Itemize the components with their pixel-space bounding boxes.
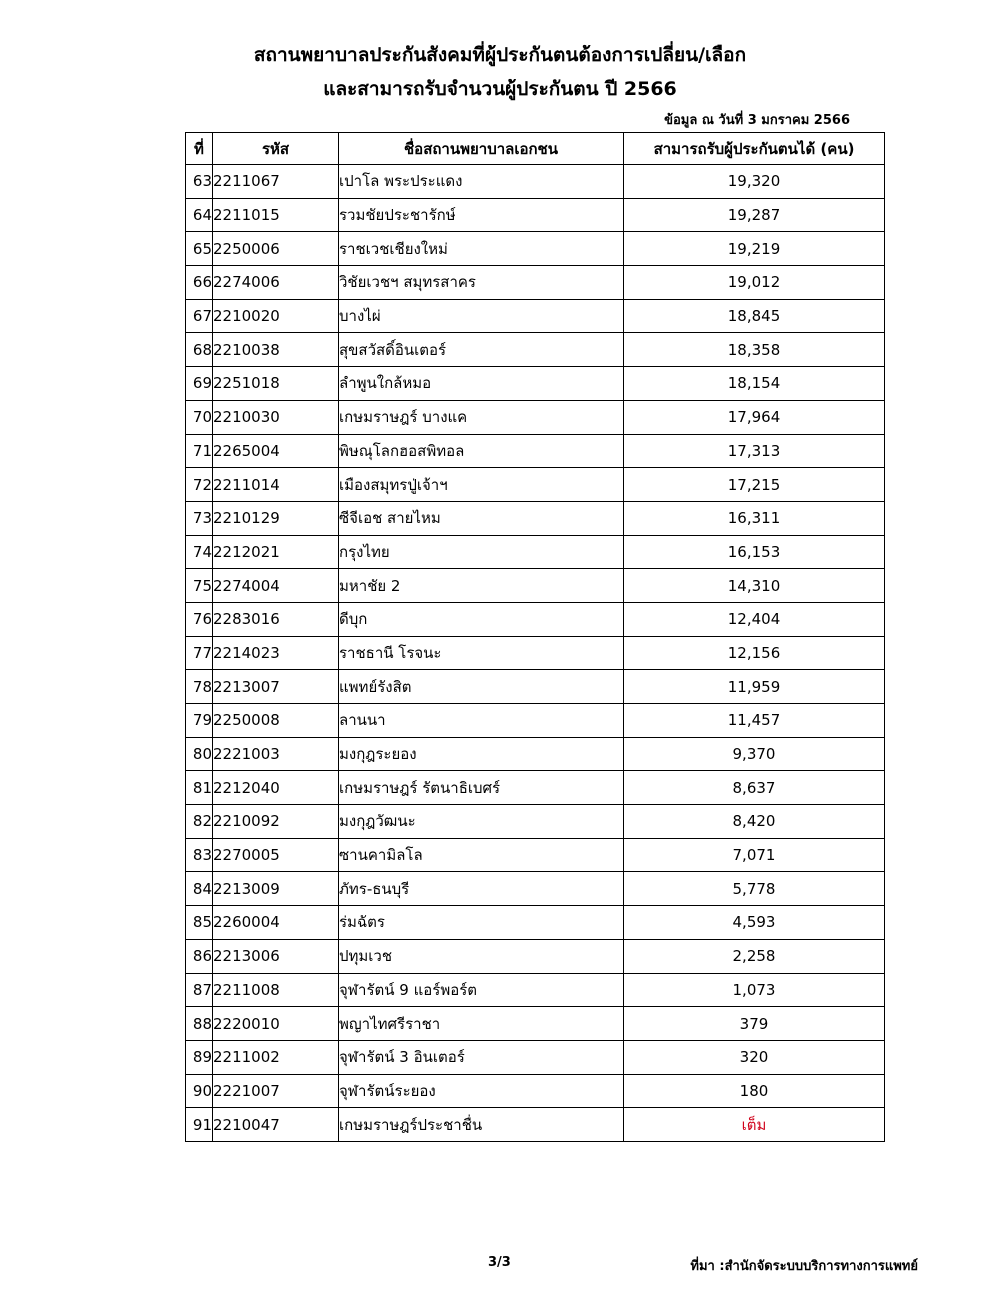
hospital-table bbox=[185, 132, 885, 1142]
capacity-value: 12,404 bbox=[624, 602, 885, 636]
hospital-name: ราชเวชเชียงใหม่ bbox=[339, 232, 624, 266]
hospital-code: 2213006 bbox=[213, 939, 339, 973]
table-row bbox=[186, 569, 885, 603]
source-note: ที่มา :สำนักจัดระบบบริการทางการแพทย์ bbox=[690, 1259, 918, 1274]
hospital-name: เปาโล พระประแดง bbox=[339, 165, 624, 199]
column-header-capacity: สามารถรับผู้ประกันตนได้ (คน) bbox=[624, 133, 885, 165]
row-number: 89 bbox=[186, 1040, 213, 1074]
hospital-code: 2221003 bbox=[213, 737, 339, 771]
hospital-name: พิษณุโลกฮอสพิทอล bbox=[339, 434, 624, 468]
table-row bbox=[186, 805, 885, 839]
hospital-code: 2260004 bbox=[213, 906, 339, 940]
hospital-code: 2274006 bbox=[213, 266, 339, 300]
table-row bbox=[186, 266, 885, 300]
row-number: 87 bbox=[186, 973, 213, 1007]
column-header-name: ชื่อสถานพยาบาลเอกชน bbox=[339, 133, 624, 165]
row-number: 91 bbox=[186, 1108, 213, 1142]
table-row bbox=[186, 1108, 885, 1142]
row-number: 68 bbox=[186, 333, 213, 367]
row-number: 73 bbox=[186, 501, 213, 535]
capacity-value: 18,845 bbox=[624, 299, 885, 333]
capacity-value: 17,313 bbox=[624, 434, 885, 468]
row-number: 71 bbox=[186, 434, 213, 468]
row-number: 67 bbox=[186, 299, 213, 333]
row-number: 79 bbox=[186, 704, 213, 738]
hospital-code: 2210129 bbox=[213, 501, 339, 535]
table-row bbox=[186, 838, 885, 872]
hospital-name: วิชัยเวชฯ สมุทรสาคร bbox=[339, 266, 624, 300]
capacity-value: 8,637 bbox=[624, 771, 885, 805]
table-row bbox=[186, 737, 885, 771]
table-row bbox=[186, 1074, 885, 1108]
row-number: 86 bbox=[186, 939, 213, 973]
hospital-code: 2210047 bbox=[213, 1108, 339, 1142]
hospital-code: 2251018 bbox=[213, 367, 339, 401]
hospital-name: เมืองสมุทรปู่เจ้าฯ bbox=[339, 468, 624, 502]
capacity-value: 11,457 bbox=[624, 704, 885, 738]
hospital-code: 2250006 bbox=[213, 232, 339, 266]
hospital-code: 2211015 bbox=[213, 198, 339, 232]
table-row bbox=[186, 198, 885, 232]
capacity-value: 18,154 bbox=[624, 367, 885, 401]
capacity-value: เต็ม bbox=[624, 1108, 885, 1142]
hospital-name: ซานคามิลโล bbox=[339, 838, 624, 872]
table-row bbox=[186, 400, 885, 434]
table-row bbox=[186, 367, 885, 401]
capacity-value: 16,153 bbox=[624, 535, 885, 569]
table-row bbox=[186, 1040, 885, 1074]
table-row bbox=[186, 1007, 885, 1041]
row-number: 90 bbox=[186, 1074, 213, 1108]
hospital-code: 2274004 bbox=[213, 569, 339, 603]
hospital-name: ปทุมเวช bbox=[339, 939, 624, 973]
row-number: 80 bbox=[186, 737, 213, 771]
table-row bbox=[186, 939, 885, 973]
hospital-name: พญาไทศรีราชา bbox=[339, 1007, 624, 1041]
table-row bbox=[186, 973, 885, 1007]
capacity-value: 19,219 bbox=[624, 232, 885, 266]
hospital-name: แพทย์รังสิต bbox=[339, 670, 624, 704]
hospital-name: เกษมราษฎร์ บางแค bbox=[339, 400, 624, 434]
hospital-name: บางไผ่ bbox=[339, 299, 624, 333]
column-header-no: ที่ bbox=[186, 133, 213, 165]
capacity-value: 5,778 bbox=[624, 872, 885, 906]
hospital-code: 2270005 bbox=[213, 838, 339, 872]
hospital-code: 2211002 bbox=[213, 1040, 339, 1074]
hospital-name: ซีจีเอช สายไหม bbox=[339, 501, 624, 535]
capacity-value: 180 bbox=[624, 1074, 885, 1108]
row-number: 66 bbox=[186, 266, 213, 300]
row-number: 72 bbox=[186, 468, 213, 502]
hospital-name: จุฬารัตน์ 9 แอร์พอร์ต bbox=[339, 973, 624, 1007]
row-number: 74 bbox=[186, 535, 213, 569]
hospital-code: 2250008 bbox=[213, 704, 339, 738]
hospital-name: ลานนา bbox=[339, 704, 624, 738]
table-body bbox=[186, 165, 885, 1142]
capacity-value: 19,320 bbox=[624, 165, 885, 199]
hospital-code: 2265004 bbox=[213, 434, 339, 468]
capacity-value: 9,370 bbox=[624, 737, 885, 771]
hospital-name: สุขสวัสดิ์อินเตอร์ bbox=[339, 333, 624, 367]
hospital-code: 2210092 bbox=[213, 805, 339, 839]
hospital-name: รวมชัยประชารักษ์ bbox=[339, 198, 624, 232]
row-number: 65 bbox=[186, 232, 213, 266]
table-row bbox=[186, 333, 885, 367]
row-number: 83 bbox=[186, 838, 213, 872]
hospital-name: เกษมราษฎร์ รัตนาธิเบศร์ bbox=[339, 771, 624, 805]
table-row bbox=[186, 535, 885, 569]
capacity-value: 12,156 bbox=[624, 636, 885, 670]
hospital-name: มงกุฎวัฒนะ bbox=[339, 805, 624, 839]
capacity-value: 320 bbox=[624, 1040, 885, 1074]
hospital-name: จุฬารัตน์ระยอง bbox=[339, 1074, 624, 1108]
page-subtitle: และสามารถรับจำนวนผู้ประกันตน ปี 2566 bbox=[323, 78, 677, 100]
row-number: 76 bbox=[186, 602, 213, 636]
table-row bbox=[186, 602, 885, 636]
page-title: สถานพยาบาลประกันสังคมที่ผู้ประกันตนต้องการเปลี่ยน/เลือก bbox=[253, 44, 747, 66]
table-row bbox=[186, 704, 885, 738]
row-number: 77 bbox=[186, 636, 213, 670]
table-row bbox=[186, 232, 885, 266]
hospital-code: 2213009 bbox=[213, 872, 339, 906]
hospital-name: มงกุฎระยอง bbox=[339, 737, 624, 771]
table-row bbox=[186, 434, 885, 468]
hospital-name: มหาชัย 2 bbox=[339, 569, 624, 603]
row-number: 69 bbox=[186, 367, 213, 401]
hospital-name: เกษมราษฎร์ประชาชื่น bbox=[339, 1108, 624, 1142]
capacity-value: 19,012 bbox=[624, 266, 885, 300]
hospital-name: ดีบุก bbox=[339, 602, 624, 636]
hospital-code: 2212040 bbox=[213, 771, 339, 805]
row-number: 78 bbox=[186, 670, 213, 704]
row-number: 84 bbox=[186, 872, 213, 906]
capacity-value: 2,258 bbox=[624, 939, 885, 973]
row-number: 64 bbox=[186, 198, 213, 232]
capacity-value: 17,215 bbox=[624, 468, 885, 502]
table-row bbox=[186, 906, 885, 940]
capacity-value: 11,959 bbox=[624, 670, 885, 704]
hospital-code: 2221007 bbox=[213, 1074, 339, 1108]
row-number: 82 bbox=[186, 805, 213, 839]
capacity-value: 19,287 bbox=[624, 198, 885, 232]
hospital-code: 2213007 bbox=[213, 670, 339, 704]
hospital-code: 2283016 bbox=[213, 602, 339, 636]
hospital-name: ภัทร-ธนบุรี bbox=[339, 872, 624, 906]
hospital-name: จุฬารัตน์ 3 อินเตอร์ bbox=[339, 1040, 624, 1074]
page-number: 3/3 bbox=[488, 1255, 511, 1270]
hospital-code: 2220010 bbox=[213, 1007, 339, 1041]
row-number: 63 bbox=[186, 165, 213, 199]
capacity-value: 14,310 bbox=[624, 569, 885, 603]
capacity-value: 8,420 bbox=[624, 805, 885, 839]
hospital-name: กรุงไทย bbox=[339, 535, 624, 569]
hospital-code: 2210020 bbox=[213, 299, 339, 333]
hospital-name: ราชธานี โรจนะ bbox=[339, 636, 624, 670]
table-row bbox=[186, 468, 885, 502]
table-row bbox=[186, 670, 885, 704]
row-number: 88 bbox=[186, 1007, 213, 1041]
capacity-value: 16,311 bbox=[624, 501, 885, 535]
capacity-value: 18,358 bbox=[624, 333, 885, 367]
hospital-code: 2214023 bbox=[213, 636, 339, 670]
hospital-code: 2211014 bbox=[213, 468, 339, 502]
capacity-value: 4,593 bbox=[624, 906, 885, 940]
row-number: 85 bbox=[186, 906, 213, 940]
table-row bbox=[186, 165, 885, 199]
capacity-value: 7,071 bbox=[624, 838, 885, 872]
table-row bbox=[186, 299, 885, 333]
hospital-code: 2210038 bbox=[213, 333, 339, 367]
data-date: ข้อมูล ณ วันที่ 3 มกราคม 2566 bbox=[664, 113, 850, 128]
capacity-value: 17,964 bbox=[624, 400, 885, 434]
hospital-code: 2211067 bbox=[213, 165, 339, 199]
capacity-value: 379 bbox=[624, 1007, 885, 1041]
table-row bbox=[186, 636, 885, 670]
hospital-name: ลำพูนใกล้หมอ bbox=[339, 367, 624, 401]
row-number: 70 bbox=[186, 400, 213, 434]
table-row bbox=[186, 872, 885, 906]
table-header-row bbox=[186, 133, 885, 165]
table-row bbox=[186, 771, 885, 805]
hospital-code: 2210030 bbox=[213, 400, 339, 434]
hospital-name: ร่มฉัตร bbox=[339, 906, 624, 940]
row-number: 75 bbox=[186, 569, 213, 603]
table-row bbox=[186, 501, 885, 535]
column-header-code: รหัส bbox=[213, 133, 339, 165]
hospital-code: 2212021 bbox=[213, 535, 339, 569]
row-number: 81 bbox=[186, 771, 213, 805]
hospital-code: 2211008 bbox=[213, 973, 339, 1007]
capacity-value: 1,073 bbox=[624, 973, 885, 1007]
